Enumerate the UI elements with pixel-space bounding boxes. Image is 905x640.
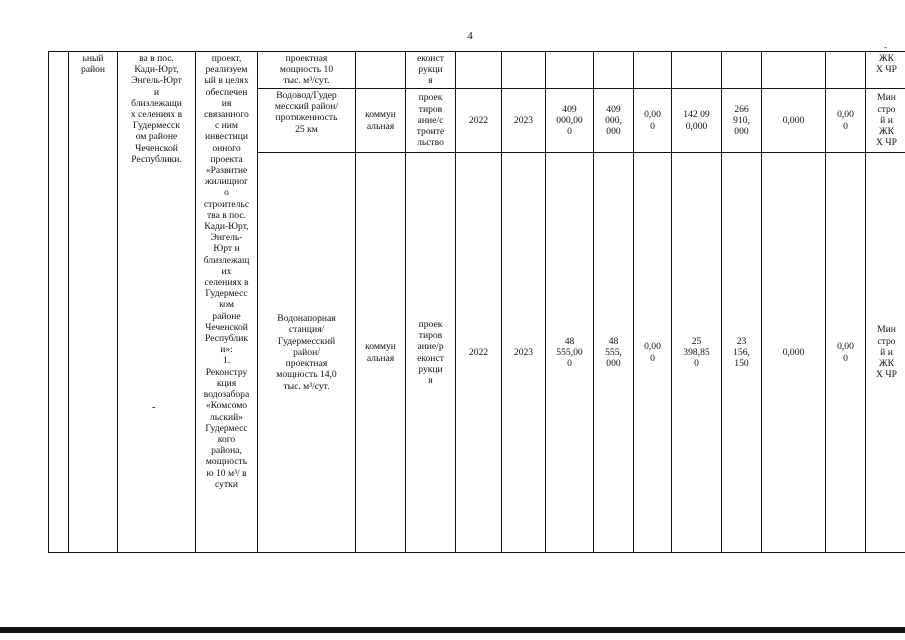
responsible-cell: ЖК Х ЧР: [866, 52, 905, 89]
value-cell: 0,00 0: [826, 89, 866, 153]
value-cell: 142 09 0,000: [672, 89, 722, 153]
total-cost-cell: [546, 52, 594, 89]
value-cell: [634, 52, 672, 89]
page-number: 4: [467, 30, 473, 42]
value-cell: [672, 52, 722, 89]
value-cell: 48 555, 000: [594, 153, 634, 553]
value-cell: [594, 52, 634, 89]
bottom-rule: [0, 627, 905, 633]
responsible-cell: Мин стро й и ЖК Х ЧР: [866, 89, 905, 153]
value-cell: [762, 52, 826, 89]
table-row-continuation: [49, 52, 905, 89]
project-description-cell: проект, реализуем ый в целях обеспечен ия связанного с ним инвестици онного проекта «Развитие жилищног о строительс тва в пос. Кади-Юрт, Энгель- Юрт и близлежащ их селениях в Гудермесс ком районе Чеченской Республик и»: 1. Реконстру кция водозабора «Комсомо льский» Гудермесс кого района, мощность ю 10 м³/ в сутки: [196, 52, 258, 553]
district-cell: ьный район: [69, 52, 118, 553]
type-cell: коммун альная: [356, 153, 406, 553]
stage-cell: проек тиров ание/р еконст рукци я: [406, 153, 456, 553]
corner-mark: -: [884, 42, 887, 52]
start-year-cell: 2022: [456, 153, 502, 553]
start-year-cell: [456, 52, 502, 89]
value-cell: 409 000, 000: [594, 89, 634, 153]
value-cell: 0,00 0: [634, 153, 672, 553]
settlements-cell: ва в пос. Кади-Юрт, Энгель-Юрт и близлежащи х селениях в Гудермесск ом районе Чеченской Республики.: [118, 52, 196, 553]
type-cell: [356, 52, 406, 89]
object-cell: Водонапорная станция/ Гудермесский район/ проектная мощность 14,0 тыс. м³/сут.: [258, 153, 356, 553]
value-cell: [722, 52, 762, 89]
end-year-cell: [502, 52, 546, 89]
object-cell: проектная мощность 10 тыс. м³/сут.: [258, 52, 356, 89]
value-cell: 0,00 0: [826, 153, 866, 553]
stray-dash-mark: -: [152, 402, 156, 413]
start-year-cell: 2022: [456, 89, 502, 153]
row-number-cell: [49, 52, 69, 553]
value-cell: 0,00 0: [634, 89, 672, 153]
value-cell: 25 398,85 0: [672, 153, 722, 553]
investment-projects-table: [48, 51, 905, 553]
value-cell: 0,000: [762, 153, 826, 553]
object-cell: Водовод/Гудер месский район/ протяженность 25 км: [258, 89, 356, 153]
type-cell: коммун альная: [356, 89, 406, 153]
value-cell: 266 910, 000: [722, 89, 762, 153]
value-cell: [826, 52, 866, 89]
value-cell: 23 156, 150: [722, 153, 762, 553]
stage-cell: проек тиров ание/с троите льство: [406, 89, 456, 153]
end-year-cell: 2023: [502, 153, 546, 553]
total-cost-cell: 409 000,00 0: [546, 89, 594, 153]
end-year-cell: 2023: [502, 89, 546, 153]
stage-cell: еконст рукци я: [406, 52, 456, 89]
responsible-cell: Мин стро й и ЖК Х ЧР: [866, 153, 905, 553]
value-cell: 0,000: [762, 89, 826, 153]
total-cost-cell: 48 555,00 0: [546, 153, 594, 553]
